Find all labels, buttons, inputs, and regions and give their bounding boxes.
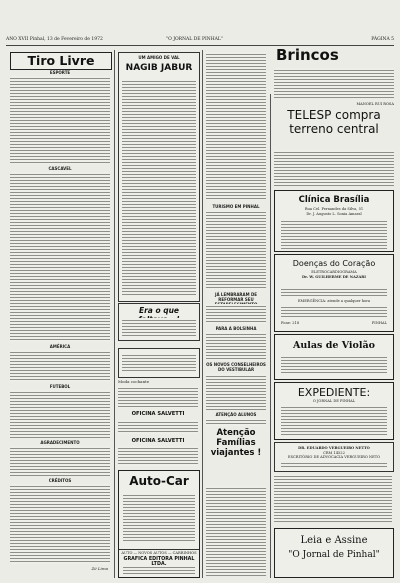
header-page-number: PÁGINA 5 bbox=[371, 37, 394, 42]
doencas-doctor: Dr. W. GUILHERME DE NAZARI bbox=[302, 274, 366, 279]
brincos-heading bbox=[206, 46, 394, 66]
turismo-text bbox=[206, 210, 266, 290]
oficina-salvetti-title-2: OFICINA SALVETTI bbox=[131, 438, 185, 444]
eduardo-line3: ESCRITÓRIO DE ADVOCACIA VERGUEIRO NETO bbox=[287, 455, 381, 460]
atencao-line1: Atenção bbox=[216, 428, 256, 438]
eduardo-vergueiro-ad bbox=[274, 442, 394, 472]
atencao-familias-text bbox=[206, 486, 266, 576]
subhead-america: AMÉRICA bbox=[49, 344, 71, 349]
era-title: Era o que bbox=[138, 306, 180, 315]
telesp-title-2: terreno central bbox=[289, 122, 379, 136]
nagib-title: NAGIB JABUR bbox=[125, 63, 193, 73]
clinica-line1: Rua Cel. Fernandes da Silva, 51 bbox=[304, 207, 364, 211]
auto-car-title: Auto-Car bbox=[129, 474, 189, 488]
subhead-futebol: FUTEBOL bbox=[49, 384, 71, 389]
leia-line1: Leia e Assine bbox=[300, 535, 368, 546]
atencao-line2: Famílias bbox=[216, 438, 256, 448]
prefeitura-header: PARA A BOLSINHA bbox=[215, 326, 257, 331]
nagib-jabur-box bbox=[118, 52, 200, 302]
ja-lembraram-text bbox=[206, 304, 266, 324]
expediente-title: EXPEDIENTE: bbox=[297, 386, 371, 399]
tiro-livre-byline: Zé Lima bbox=[91, 566, 108, 571]
eduardo-line2: CRM 14522 bbox=[323, 450, 345, 455]
advogados-text bbox=[274, 474, 392, 522]
doencas-city: PINHAL bbox=[371, 321, 387, 325]
salvetti-ad bbox=[118, 380, 198, 468]
expediente-sub: O JORNAL DE PINHAL bbox=[312, 399, 356, 403]
subhead-agradecimento: AGRADECIMENTO bbox=[40, 440, 80, 445]
telesp-text bbox=[274, 150, 394, 186]
clinica-line2: Dr. J. Augusto L. Sonia Amaral bbox=[306, 211, 362, 216]
subhead-creditos: CRÉDITOS bbox=[48, 478, 72, 483]
subhead-cascavel: CASCAVEL bbox=[48, 166, 72, 171]
salvetti-small-text: Moda cochante bbox=[118, 379, 150, 384]
prefeitura-text bbox=[206, 332, 266, 360]
tiro-livre-title: Tiro Livre bbox=[27, 53, 95, 68]
small-ad-box bbox=[118, 348, 200, 378]
aulas-violao-ad bbox=[274, 334, 394, 380]
clinica-brasilia-ad bbox=[274, 190, 394, 252]
brincos-byline: MANOEL RUI ROSA bbox=[356, 102, 394, 106]
atencao-line3: viajantes ! bbox=[210, 448, 262, 458]
telesp-heading bbox=[274, 108, 394, 148]
auto-car-ad bbox=[118, 470, 200, 578]
leia-assine-ad bbox=[274, 528, 394, 578]
doencas-fone: Fone: 218 bbox=[281, 321, 300, 325]
leia-line2: "O Jornal de Pinhal" bbox=[288, 550, 380, 560]
grafica-editora-title: GRAFICA EDITORA PINHAL bbox=[123, 557, 195, 562]
clinica-title: Clínica Brasília bbox=[298, 195, 370, 205]
chamada-header: OS NOVOS CONSELHEIROS DO VESTIBULAR bbox=[206, 362, 266, 372]
tiro-livre-kicker: ESPORTE bbox=[49, 70, 71, 75]
page-header bbox=[6, 37, 394, 46]
aulas-violao-title: Aulas de Violão bbox=[293, 340, 375, 351]
brincos-text-right bbox=[274, 68, 394, 102]
brincos-text-left bbox=[206, 52, 266, 202]
ja-lembraram-header: JÁ LEMBRARAM DE REFORMAR SEU bbox=[214, 292, 258, 302]
column-divider bbox=[114, 50, 115, 578]
turismo-header: TURISMO EM PINHAL bbox=[212, 204, 260, 209]
doencas-emergencia: EMERGÊNCIA: atende a qualquer hora bbox=[297, 299, 371, 303]
atencao-familias-ad bbox=[206, 428, 266, 484]
nagib-kicker: UM AMIGO DE VAL bbox=[138, 55, 180, 60]
brincos-title: Brincos bbox=[276, 46, 339, 64]
atencao-alunos-header: ATENÇÃO ALUNOS bbox=[215, 412, 257, 417]
doencas-coracao-ad bbox=[274, 254, 394, 332]
telesp-title-1: TELESP compra bbox=[287, 108, 381, 122]
era-o-que-faltava-box bbox=[118, 303, 200, 341]
doencas-sub: ELETROCARDIOGRAMA bbox=[311, 270, 357, 274]
expediente-box bbox=[274, 382, 394, 440]
tiro-livre-article bbox=[10, 76, 110, 576]
header-paper-name: "O JORNAL DE PINHAL" bbox=[166, 37, 223, 42]
tiro-livre-title-box bbox=[10, 52, 112, 70]
chamada-text bbox=[206, 374, 266, 410]
header-date: ANO XVII Pinhal, 13 de Fevereiro de 1972 bbox=[6, 37, 103, 42]
atencao-alunos-text bbox=[206, 418, 266, 426]
auto-car-footer-top: AUTO — NOVOS AUTOS — CARRINHOS bbox=[121, 551, 197, 555]
doencas-title: Doenças do Coração bbox=[292, 259, 376, 268]
oficina-salvetti-title-1: OFICINA SALVETTI bbox=[131, 411, 185, 417]
column-divider bbox=[202, 50, 203, 578]
eduardo-line1: DR. EDUARDO VERGUEIRO NETTO bbox=[298, 446, 370, 450]
column-divider bbox=[270, 94, 271, 578]
